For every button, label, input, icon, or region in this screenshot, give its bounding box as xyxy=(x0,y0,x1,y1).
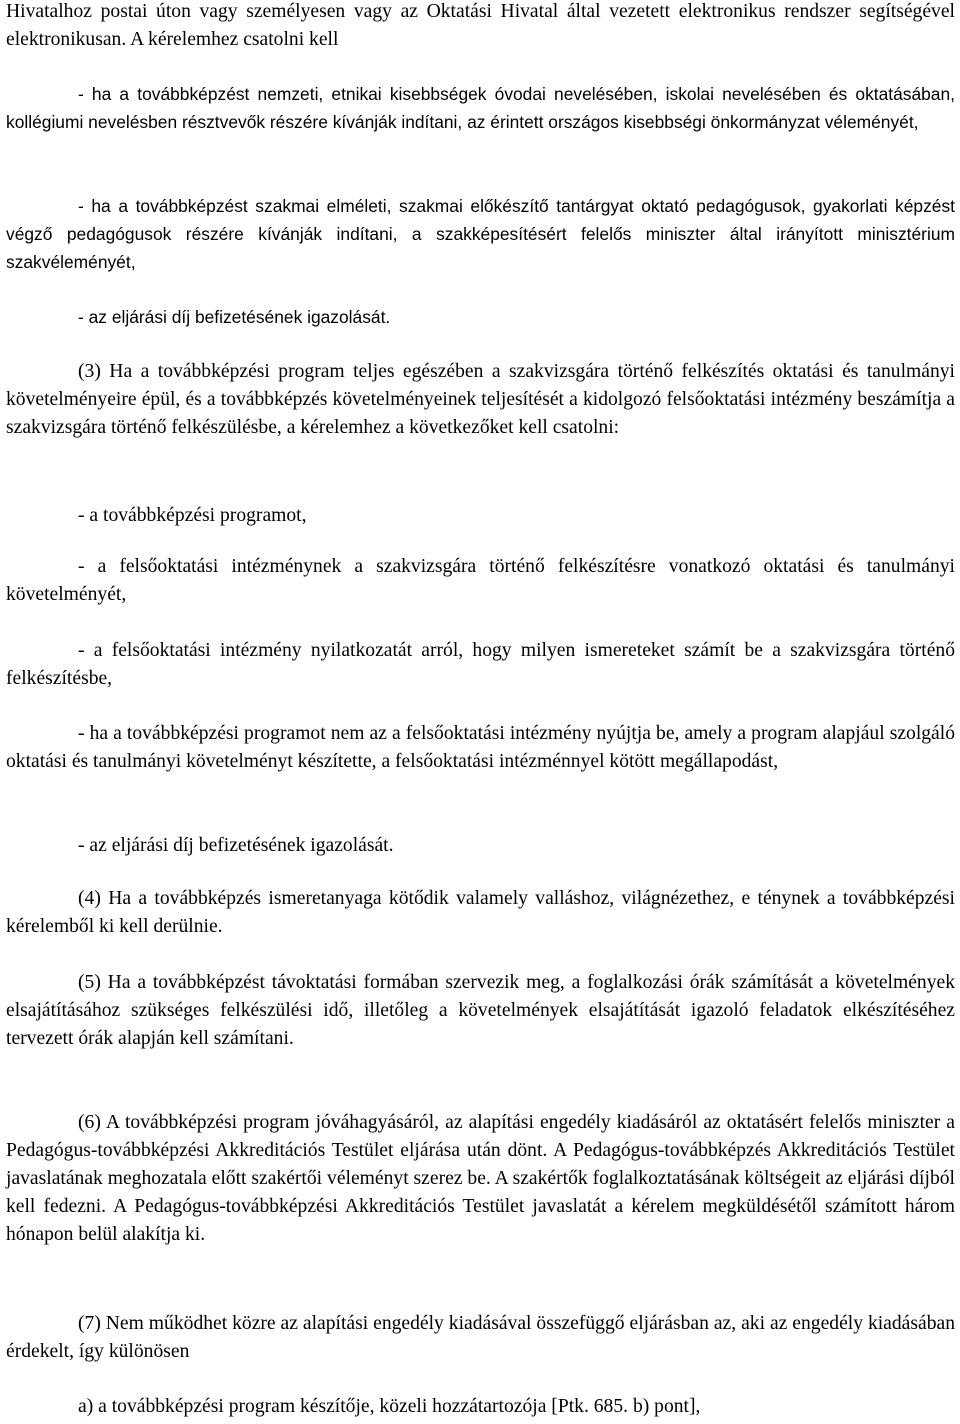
list-item-fee-proof: - az eljárási díj befizetésének igazolását. xyxy=(78,307,391,327)
list-item-a: a) a továbbképzési program készítője, közeli hozzátartozója [Ptk. 685. b) pont], xyxy=(78,1396,701,1417)
paragraph-5: (5) Ha a továbbképzést távoktatási formában szervezik meg, a foglalkozási órák számítását a követelmények elsajátításához szükséges felkészülési idő, illetőleg a követelmények elsajátítását igazoló feladatok elkészítéséhez tervezett órák alapján kell számítani. xyxy=(6,972,955,1049)
paragraph-intro: Hivatalhoz postai úton vagy személyesen vagy az Oktatási Hivatal által vezetett elektronikus rendszer segítségével elektronikusan. A kérelemhez csatolni kell xyxy=(6,1,955,50)
paragraph-7: (7) Nem működhet közre az alapítási engedély kiadásával összefüggő eljárásban az, aki az engedély kiadásában érdekelt, így különösen xyxy=(6,1313,955,1362)
list-item-minority-opinion: - ha a továbbképzést nemzeti, etnikai kisebbségek óvodai nevelésében, iskolai nevelésében és oktatásában, kollégiumi nevelésben résztvevők részére kívánják indítani, az érintett országos kisebbségi önkormányzat véleményét, xyxy=(6,84,955,132)
list-item-program: - a továbbképzési programot, xyxy=(78,505,307,526)
list-item-requirements: - a felsőoktatási intézménynek a szakvizsgára történő felkészítésre vonatkozó oktatási és tanulmányi követelményét, xyxy=(6,556,955,605)
list-item-agreement: - ha a továbbképzési programot nem az a felsőoktatási intézmény nyújtja be, amely a program alapjául szolgáló oktatási és tanulmányi követelményt készítette, a felsőoktatási intézménnyel kötött megállapodást, xyxy=(6,723,955,772)
paragraph-4: (4) Ha a továbbképzés ismeretanyaga kötődik valamely valláshoz, világnézethez, e ténynek a továbbképzési kérelemből ki kell derülnie. xyxy=(6,888,955,937)
list-item-professional-opinion: - ha a továbbképzést szakmai elméleti, szakmai előkészítő tantárgyat oktató pedagógusok, gyakorlati képzést végző pedagógusok részére kívánják indítani, a szakképesítésért felelős miniszter által irányított minisztérium szakvéleményét, xyxy=(6,196,955,272)
list-item-fee-proof-2: - az eljárási díj befizetésének igazolását. xyxy=(78,835,394,856)
paragraph-3: (3) Ha a továbbképzési program teljes egészében a szakvizsgára történő felkészítés oktatási és tanulmányi követelményeire épül, és a továbbképzés követelményeinek teljesítését a kidolgozó felsőoktatási intézmény beszámítja a szakvizsgára történő felkészülésbe, a kérelemhez a következőket kell csatolni: xyxy=(6,361,955,438)
paragraph-6: (6) A továbbképzési program jóváhagyásáról, az alapítási engedély kiadásáról az oktatásért felelős miniszter a Pedagógus-továbbképzési Akkreditációs Testület eljárása után dönt. A Pedagógus-továbbképzés Akkreditációs Testület javaslatának meghozatala előtt szakértői véleményt szerez be. A szakértők foglalkoztatásának költségeit az eljárási díjból kell fedezni. A Pedagógus-továbbképzési Akkreditációs Testület javaslatát a kérelem megküldésétől számított három hónapon belül alakítja ki. xyxy=(6,1112,955,1245)
list-item-declaration: - a felsőoktatási intézmény nyilatkozatát arról, hogy milyen ismereteket számít be a szakvizsgára történő felkészítésbe, xyxy=(6,640,955,689)
